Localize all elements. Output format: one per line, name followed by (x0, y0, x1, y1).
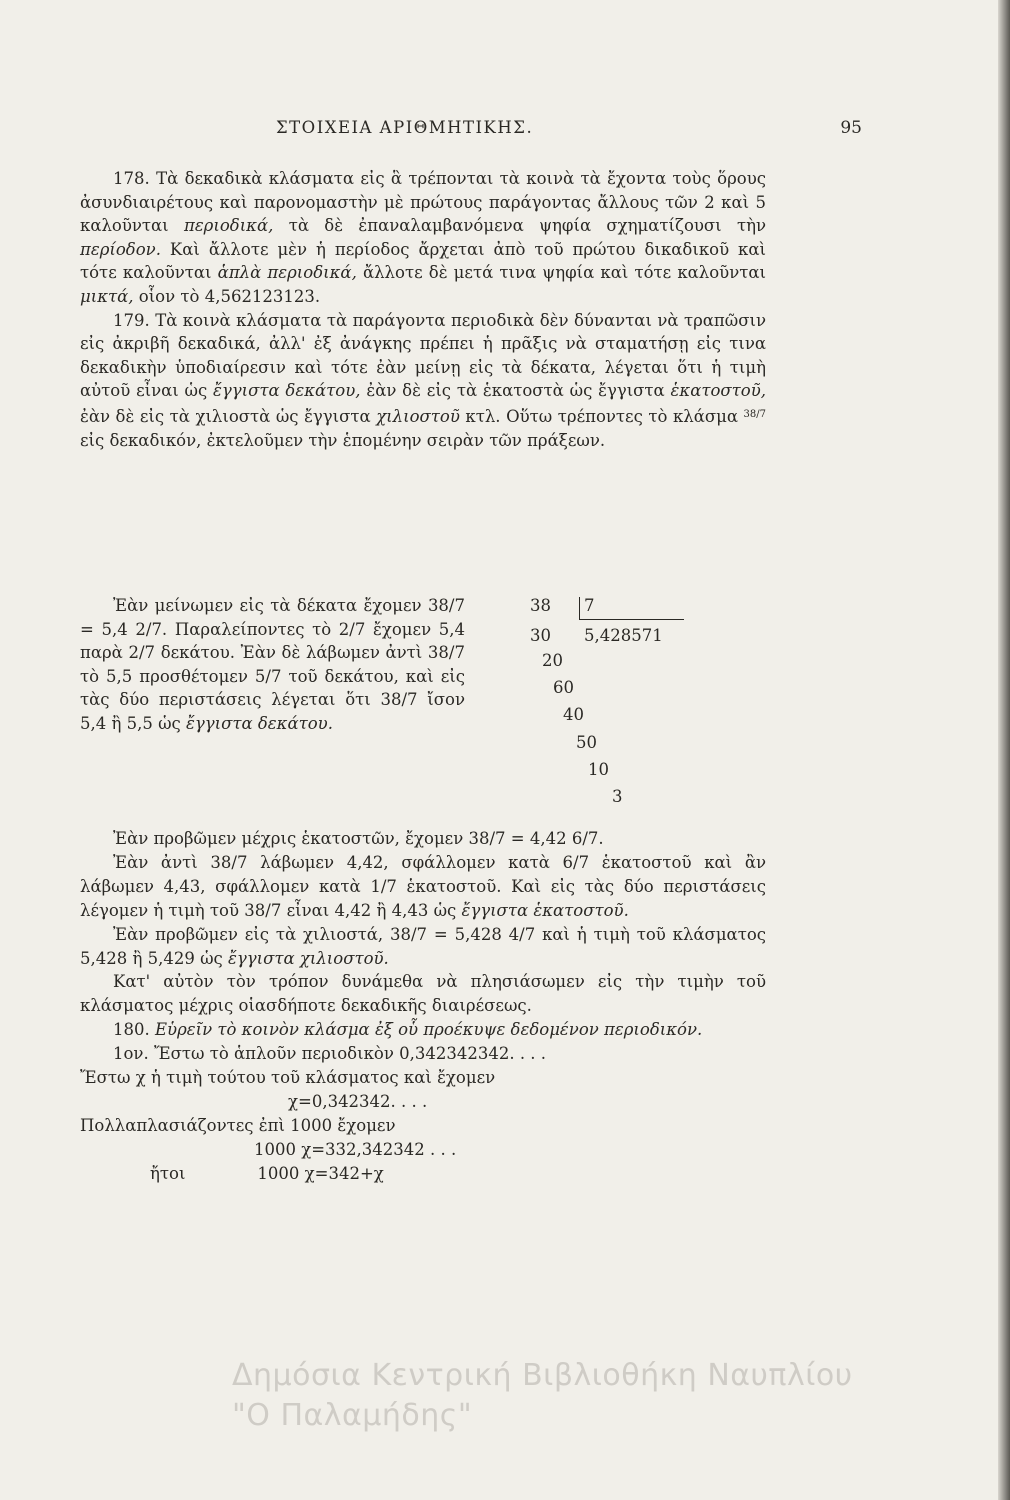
remainder: 60 (553, 678, 574, 697)
paragraph-hundredths-b: Ἐὰν ἀντὶ 38/7 λάβωμεν 4,42, σφάλλομεν κατὰ 6/7 ἑκατοστοῦ καὶ ἂν λάβωμεν 4,43, σφάλλομεν κατὰ 1/7 ἑκατοστοῦ. Καὶ εἰς τὰς δύο περιστάσεις λέγομεν ἡ τιμὴ τοῦ 38/7 εἶναι 4,42 ἢ 4,43 ὡς ἔγγιστα ἑκατοστοῦ. (80, 852, 766, 920)
equation-3: ἤτοι 1000 χ=342+χ (150, 1163, 384, 1183)
quotient-bar (579, 619, 684, 620)
term-periodic: περιοδικά, (183, 216, 274, 236)
paragraph-general: Κατ' αὐτὸν τὸν τρόπον δυνάμεθα νὰ πλησιάσωμεν εἰς τὴν τιμὴν τοῦ κλάσματος μέχρις οἱασδήποτε δεκαδικῆς διαιρέσεως. (80, 972, 766, 1016)
paragraph-hundredths-a: Ἐὰν προβῶμεν μέχρις ἑκατοστῶν, ἔχομεν 38/7 = 4,42 6/7. (113, 829, 604, 848)
watermark-line-1: Δημόσια Κεντρική Βιβλιοθήκη Ναυπλίου (232, 1358, 853, 1393)
term-hundredth: ἑκατοστοῦ, (670, 381, 766, 401)
equation: 38/7 = 5,4 2/7. (80, 596, 465, 639)
page-header (80, 118, 910, 148)
remainder: 20 (542, 651, 563, 670)
paragraph-178: 178. Τὰ δεκαδικὰ κλάσματα εἰς ἃ τρέπονται τὰ κοινὰ τὰ ἔχοντα τοὺς ὅρους ἀσυνδιαιρέτους καὶ παρονομαστὴν μὲ πρώτους παράγοντας ἄλλους τῶν 2 καὶ 5 καλοῦνται περιοδικά, τὰ δὲ ἐπαναλαμβανόμενα ψηφία σχηματίζουσι τὴν περίοδον. Καὶ ἄλλοτε μὲν ἡ περίοδος ἄρχεται ἀπὸ τοῦ πρώτου δικαδικοῦ καὶ τότε καλοῦνται ἁπλὰ περιοδικά, ἄλλοτε δὲ μετά τινα ψηφία καὶ τότε καλοῦνται μικτά, οἷον τὸ 4,562123123. (80, 169, 767, 306)
equation-1: χ=0,342342. . . . (288, 1091, 428, 1111)
term-thousandth: χιλιοστοῦ (376, 406, 460, 426)
term-tenth: ἔγγιστα δεκάτου, (213, 381, 361, 401)
division-block (80, 594, 780, 824)
watermark-line-2: "Ο Παλαμήδης" (232, 1398, 473, 1433)
case-label: 1ον. (113, 1044, 149, 1064)
section-number: 178. (113, 169, 150, 188)
continuation-text (80, 827, 766, 1186)
case-1: 1ον. Ἔστω τὸ ἁπλοῦν περιοδικὸν 0,342342342. . . . (113, 1044, 547, 1064)
remainder: 10 (588, 760, 609, 779)
division-explanation: Ἐὰν μείνωμεν εἰς τὰ δέκατα ἔχομεν 38/7 = 5,4 2/7. Παραλείποντες τὸ 2/7 ἔχομεν 5,4 παρὰ 2/7 δεκάτου. Ἐὰν δὲ λάβωμεν ἀντὶ 38/7 τὸ 5,5 προσθέτομεν 5/7 τοῦ δεκάτου, καὶ εἰς τὰς δύο περιστάσεις λέγεται ὅτι 38/7 ἴσον 5,4 ἢ 5,5 ὡς ἔγγιστα δεκάτου. (80, 596, 466, 733)
term-thousandth: ἔγγιστα χιλιοστοῦ. (228, 948, 389, 968)
library-watermark (232, 1356, 992, 1436)
term-hundredth: ἔγγιστα ἑκατοστοῦ. (461, 900, 629, 920)
remainder: 40 (563, 705, 584, 724)
term-period: περίοδον. (80, 239, 161, 259)
divisor: 7 (584, 596, 595, 615)
term-simple: ἁπλὰ περιοδικά, (217, 263, 357, 283)
divisor-bar (579, 597, 580, 619)
remainder: 3 (612, 787, 623, 806)
equation-2: 1000 χ=332,342342 . . . (254, 1139, 457, 1159)
multiply-line: Πολλαπλασιάζοντες ἐπὶ 1000 ἔχομεν (80, 1115, 396, 1135)
page-edge (998, 0, 1010, 1500)
section-number: 179. (113, 310, 150, 330)
partial-dividend: 30 (530, 626, 551, 645)
section-heading: Εὑρεῖν τὸ κοινὸν κλάσμα ἐξ οὗ προέκυψε δεδομένον περιοδικόν. (155, 1020, 703, 1040)
remainder: 50 (576, 733, 597, 752)
main-text-block (80, 167, 766, 452)
dividend: 38 (530, 596, 551, 615)
fraction: 38/7 (743, 408, 767, 420)
section-number: 180. (113, 1020, 150, 1040)
page-number: 95 (840, 118, 862, 138)
running-title: ΣΤΟΙΧΕΙΑ ΑΡΙΘΜΗΤΙΚΗΣ. (276, 118, 534, 137)
quotient: 5,428571 (584, 626, 663, 645)
let-line: Ἔστω χ ἡ τιμὴ τούτου τοῦ κλάσματος καὶ ἔχομεν (80, 1068, 496, 1088)
paragraph-thousandths: Ἐὰν προβῶμεν εἰς τὰ χιλιοστά, 38/7 = 5,428 4/7 καὶ ἡ τιμὴ τοῦ κλάσματος 5,428 ἢ 5,429 ὡς ἔγγιστα χιλιοστοῦ. (80, 924, 766, 968)
paragraph-180 (80, 1018, 766, 1042)
paragraph-179: 179. Τὰ κοινὰ κλάσματα τὰ παράγοντα περιοδικὰ δὲν δύνανται νὰ τραπῶσιν εἰς ἀκριβῆ δεκαδικά, ἀλλ' ἐξ ἀνάγκης πρέπει ἡ πρᾶξις νὰ σταματήσῃ εἰς τινα δεκαδικὴν ὑποδιαίρεσιν καὶ τότε ἐὰν μείνῃ εἰς τὰ δέκατα, λέγεται ὅτι ἡ τιμὴ αὐτοῦ εἶναι ὡς ἔγγιστα δεκάτου, ἐὰν δὲ εἰς τὰ ἑκατοστὰ ὡς ἔγγιστα ἑκατοστοῦ, ἐὰν δὲ εἰς τὰ χιλιοστὰ ὡς ἔγγιστα χιλιοστοῦ κτλ. Οὕτω τρέποντες τὸ κλάσμα $^{38/7}$ εἰς δεκαδικόν, ἐκτελοῦμεν τὴν ἑπομένην σειρὰν τῶν πράξεων. (80, 310, 767, 450)
term-tenth: ἔγγιστα δεκάτου. (186, 713, 333, 733)
term-mixed: μικτά, (80, 286, 134, 306)
